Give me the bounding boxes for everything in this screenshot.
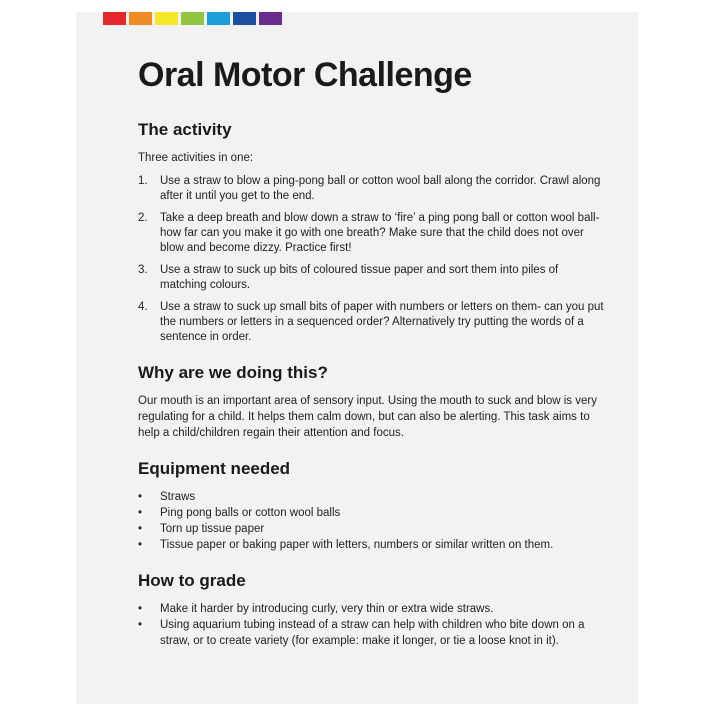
swatch-red (103, 12, 126, 25)
grade-list (138, 601, 608, 649)
list-item: • Tissue paper or baking paper with letters, numbers or similar written on them. (138, 539, 554, 551)
list-item: • Ping pong balls or cotton wool balls (138, 507, 341, 519)
equipment-section (138, 459, 608, 553)
activity-section (138, 120, 608, 345)
bullet-icon: • (138, 507, 143, 519)
bullet-icon: • (138, 523, 143, 535)
why-text: Our mouth is an important area of sensory input. Using the mouth to suck and blow is very regulating for a child. It helps them calm down, but can also be alerting. This task aims to help a child/children regain their attention and focus. (138, 395, 597, 439)
activity-intro: Three activities in one: (138, 152, 254, 164)
swatch-light-blue (207, 12, 230, 25)
why-heading: Why are we doing this? (138, 363, 328, 382)
equipment-heading: Equipment needed (138, 459, 291, 478)
list-item: • Make it harder by introducing curly, very thin or extra wide straws. (138, 603, 494, 615)
list-item: • Torn up tissue paper (138, 523, 265, 535)
list-item: 3. Use a straw to suck up bits of coloured tissue paper and sort them into piles of matching colours. (138, 264, 559, 291)
swatch-yellow (155, 12, 178, 25)
document-content (138, 120, 608, 667)
list-item: 1. Use a straw to blow a ping-pong ball or cotton wool ball along the corridor. Crawl along after it until you get to the end. (138, 175, 601, 202)
swatch-dark-blue (233, 12, 256, 25)
list-item: • Using aquarium tubing instead of a straw can help with children who bite down on a straw, or to create variety (for example: make it longer, or tie a loose knot in it). (138, 619, 585, 647)
swatch-purple (259, 12, 282, 25)
bullet-icon: • (138, 491, 143, 503)
page-title: Oral Motor Challenge (138, 56, 472, 94)
activity-heading: The activity (138, 120, 232, 139)
equipment-list (138, 489, 608, 553)
bullet-icon: • (138, 603, 143, 615)
grade-section (138, 571, 608, 649)
activity-steps (138, 174, 608, 345)
grade-heading: How to grade (138, 571, 246, 590)
swatch-green (181, 12, 204, 25)
list-item: • Straws (138, 491, 196, 503)
document-page (76, 12, 638, 704)
swatch-orange (129, 12, 152, 25)
color-swatch-strip (103, 12, 285, 25)
list-item: 2. Take a deep breath and blow down a straw to ‘fire’ a ping pong ball or cotton wool ball- how far can you make it go with one breath? Make sure that the child does not over blow and become dizzy. Practice first! (138, 212, 600, 254)
why-section (138, 363, 608, 441)
bullet-icon: • (138, 619, 143, 631)
list-item: 4. Use a straw to suck up small bits of paper with numbers or letters on them- can you put the numbers or letters in a sequenced order? Alternatively try putting the words of a sentence in order. (138, 301, 604, 343)
bullet-icon: • (138, 539, 143, 551)
